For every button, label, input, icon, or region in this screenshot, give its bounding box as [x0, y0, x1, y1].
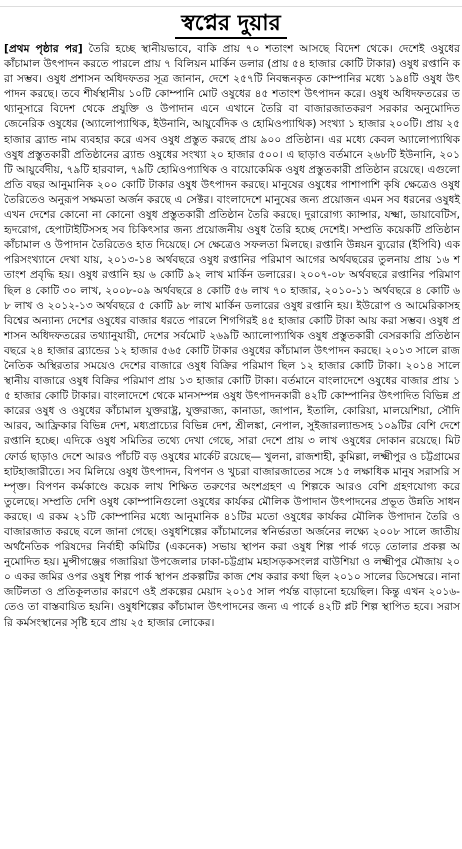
headline: স্বপ্নের দুয়ার [175, 10, 286, 39]
article-text: তৈরি হচ্ছে স্থানীয়ভাবে, বাকি প্রায় ৭০ শতাংশ আসছে বিদেশ থেকে। দেশেই ওষুধের কাঁচামাল উৎপাদন করতে পারলে প্রায় ৭ বিলিয়ন মার্কিন ডলার (প্রায় ৫৪ হাজার কোটি টাকার) ওষুধ রপ্তানি করা সম্ভব। ওষুধ প্রশাসন অধিদফতর সূত্র জানান, দেশে ২৫৭টি নিবন্ধনকৃত কোম্পানির মধ্যে ১৯৪টি ওষুধ উৎপাদন করছে। তবে শীর্ষস্থানীয় ১০টি কোম্পানি মোট ওষুধের ৪৫ শতাংশ উৎপাদন করে। ওষুধ অধিদফতরের তথ্যানুসারে বিদেশ থেকে প্রযুক্তি ও উপাদান এনে এখানে তৈরি বা বাজারজাতকরণ সরকার অনুমোদিত জেনেরিক ওষুধের (অ্যালোপ্যাথিক, ইউনানি, আয়ুর্বেদিক ও হোমিওপ্যাথিক) সংখ্যা ১ হাজার ২০০টি। প্রায় ২৫ হাজার ব্র্যান্ড নাম ব্যবহার করে এসব ওষুধ প্রস্তুত করছে প্রায় ৯০০ প্রতিষ্ঠান। এর মধ্যে কেবল অ্যালোপ্যাথিক ওষুধ প্রস্তুতকারী প্রতিষ্ঠানের ব্র্যান্ড ওষুধের সংখ্যা ২০ হাজার ৫০০। এ ছাড়াও বর্তমানে ২৬৮টি ইউনানি, ২০১টি আয়ুর্বেদীয়, ৭৯টি হারবাল, ৭৯টি হোমিওপ্যাথিক ও বায়োকেমিক ওষুধ প্রস্তুতকারী প্রতিষ্ঠান রয়েছে। এগুলো প্রতি বছর আনুমানিক ২০০ কোটি টাকার ওষুধ উৎপাদন করছে। মানুষের ওষুধের পাশাপাশি কৃষি ক্ষেত্রেও ওষুধ তৈরিতেও অনুরূপ সক্ষমতা অর্জন করছে এ সেক্টর। বাংলাদেশে মানুষের জন্য প্রয়োজন এমন সব ধরনের ওষুধই এখন দেশের কোনো না কোনো ওষুধ প্রস্তুতকারী প্রতিষ্ঠান তৈরি করছে। দুরারোগ্য ক্যান্সার, যক্ষ্মা, ডায়াবেটিস, হৃদরোগ, হেপাটাইটিসসহ সব চিকিৎসার জন্য প্রয়োজনীয় ওষুধ তৈরি হচ্ছে দেশেই। সম্প্রতি কয়েকটি প্রতিষ্ঠান কাঁচামাল ও উপাদান তৈরিতেও হাত দিয়েছে। সে ক্ষেত্রেও সফলতা মিলছে। রপ্তানি উন্নয়ন ব্যুরোর (ইপিবি) এক পরিসংখ্যানে দেখা যায়, ২০১৩-১৪ অর্থবছরে ওষুধ রপ্তানির পরিমাণ আগের অর্থবছরের তুলনায় প্রায় ১৬ শতাংশ প্রবৃদ্ধি হয়। ওষুধ রপ্তানি হয় ৬ কোটি ৯২ লাখ মার্কিন ডলারের। ২০০৭-০৮ অর্থবছরে রপ্তানির পরিমাণ ছিল ৪ কোটি ৩০ লাখ, ২০০৮-০৯ অর্থবছরে ৪ কোটি ৫৬ লাখ ৭০ হাজার, ২০১০-১১ অর্থবছরে ৪ কোটি ৬৮ লাখ ও ২০১২-১৩ অর্থবছরে ৫ কোটি ৯৮ লাখ মার্কিন ডলারের ওষুধ রপ্তানি হয়। ইউরোপ ও আমেরিকাসহ বিশ্বের অন্যান্য দেশের ওষুধের বাজার ধরতে পারলে শিগগিরই ৪৫ হাজার কোটি টাকা আয় করা সম্ভব। ওষুধ প্রশাসন অধিদফতরের তথ্যানুযায়ী, দেশের সর্বমোট ২৬৯টি অ্যালোপ্যাথিক ওষুধ প্রস্তুতকারী বেসরকারি প্রতিষ্ঠান বছরে ২৪ হাজার ব্র্যান্ডের ১২ হাজার ৫৬৫ কোটি টাকার ওষুধের কাঁচামাল উৎপাদন করছে। ২০১৩ সালে রাজনৈতিক অস্থিরতার সময়েও দেশের বাজারে ওষুধ বিক্রির পরিমাণ ছিল ১২ হাজার কোটি টাকা। ২০১৪ সালে স্থানীয় বাজারে ওষুধ বিক্রির পরিমাণ প্রায় ১৩ হাজার কোটি টাকা। বর্তমানে বাংলাদেশে ওষুধের বাজার প্রায় ১৫ হাজার কোটি টাকার। বাংলাদেশে থেকে মানসম্পন্ন ওষুধ উৎপাদনকারী ৪২টি কোম্পানির উৎপাদিত বিভিন্ন প্রকারের ওষুধ ও ওষুধের কাঁচামাল যুক্তরাষ্ট্র, যুক্তরাজ্য, কানাডা, জাপান, ইতালি, কোরিয়া, মালয়েশিয়া, সৌদি আরব, আফ্রিকার বিভিন্ন দেশ, মধ্যপ্রাচ্যের বিভিন্ন দেশ, শ্রীলঙ্কা, নেপাল, সুইজারল্যান্ডসহ ১০৯টির বেশি দেশে রপ্তানি হচ্ছে। এদিকে ওষুধ সমিতির তথ্যে দেখা গেছে, সারা দেশে প্রায় ৩ লাখ ওষুধের দোকান রয়েছে। মিটফোর্ড ছাড়াও দেশে আরও পাঁচটি বড় ওষুধের মার্কেট রয়েছে— খুলনা, রাজশাহী, কুমিল্লা, লক্ষ্মীপুর ও চট্টগ্রামের হাটহাজারীতে। সব মিলিয়ে ওষুধ উৎপাদন, বিপণন ও খুচরা বাজারজাতের সঙ্গে ১৫ লক্ষাধিক মানুষ সরাসরি সম্পৃক্ত। বিপণন কর্মকাণ্ডে কয়েক লাখ শিক্ষিত তরুণের অংশগ্রহণ এ শিল্পকে আরও বেশি গ্রহণযোগ্য করে তুলেছে। সম্প্রতি দেশি ওষুধ কোম্পানিগুলো ওষুধের কার্যকর মৌলিক উপাদান উৎপাদনের প্রভূত উন্নতি সাধন করছে। এ রকম ২১টি কোম্পানির মধ্যে আনুমানিক ৪১টির মতো ওষুধের কার্যকর মৌলিক উপাদান তৈরি ও বাজারজাত করছে বলে জানা গেছে। ওষুধশিল্পের কাঁচামালের স্বনির্ভরতা অর্জনের লক্ষ্যে ২০০৮ সালে জাতীয় অর্থনৈতিক পরিষদের নির্বাহী কমিটির (একনেক) সভায় স্থাপন করা ওষুধ শিল্প পার্ক গড়ে তোলার প্রকল্প অনুমোদিত হয়। মুন্সীগঞ্জের গজারিয়া উপজেলার ঢাকা-চট্টগ্রাম মহাসড়কসংলগ্ন বাউশিয়া ও লক্ষ্মীপুর মৌজায় ২০০ একর জমির ওপর ওষুধ শিল্প পার্ক স্থাপন প্রকল্পটির কাজ শেষ করার কথা ছিল ২০১০ সালের ডিসেম্বরে। নানা জটিলতা ও প্রতিকূলতার কারণে ওই প্রকল্পের মেয়াদ ২০১৫ সাল পর্যন্ত বাড়ানো হয়েছিল। কিন্তু এখন ২০১৬-তেও তা বাস্তবায়িত হয়নি। ওষুধশিল্পের কাঁচামাল উৎপাদনের জন্য এ পার্কে ৪২টি প্লট শিল্প স্থাপিত হবে। সরাসরি কর্মসংস্থানের সৃষ্টি হবে প্রায় ২৫ হাজার লোকের। [4, 43, 460, 629]
continuation-label: [প্রথম পৃষ্ঠার পর] [4, 43, 83, 55]
cut-off-previous-line [0, 0, 462, 7]
article-paragraph [4, 42, 460, 631]
article-body [4, 42, 460, 631]
headline-container [0, 7, 462, 39]
